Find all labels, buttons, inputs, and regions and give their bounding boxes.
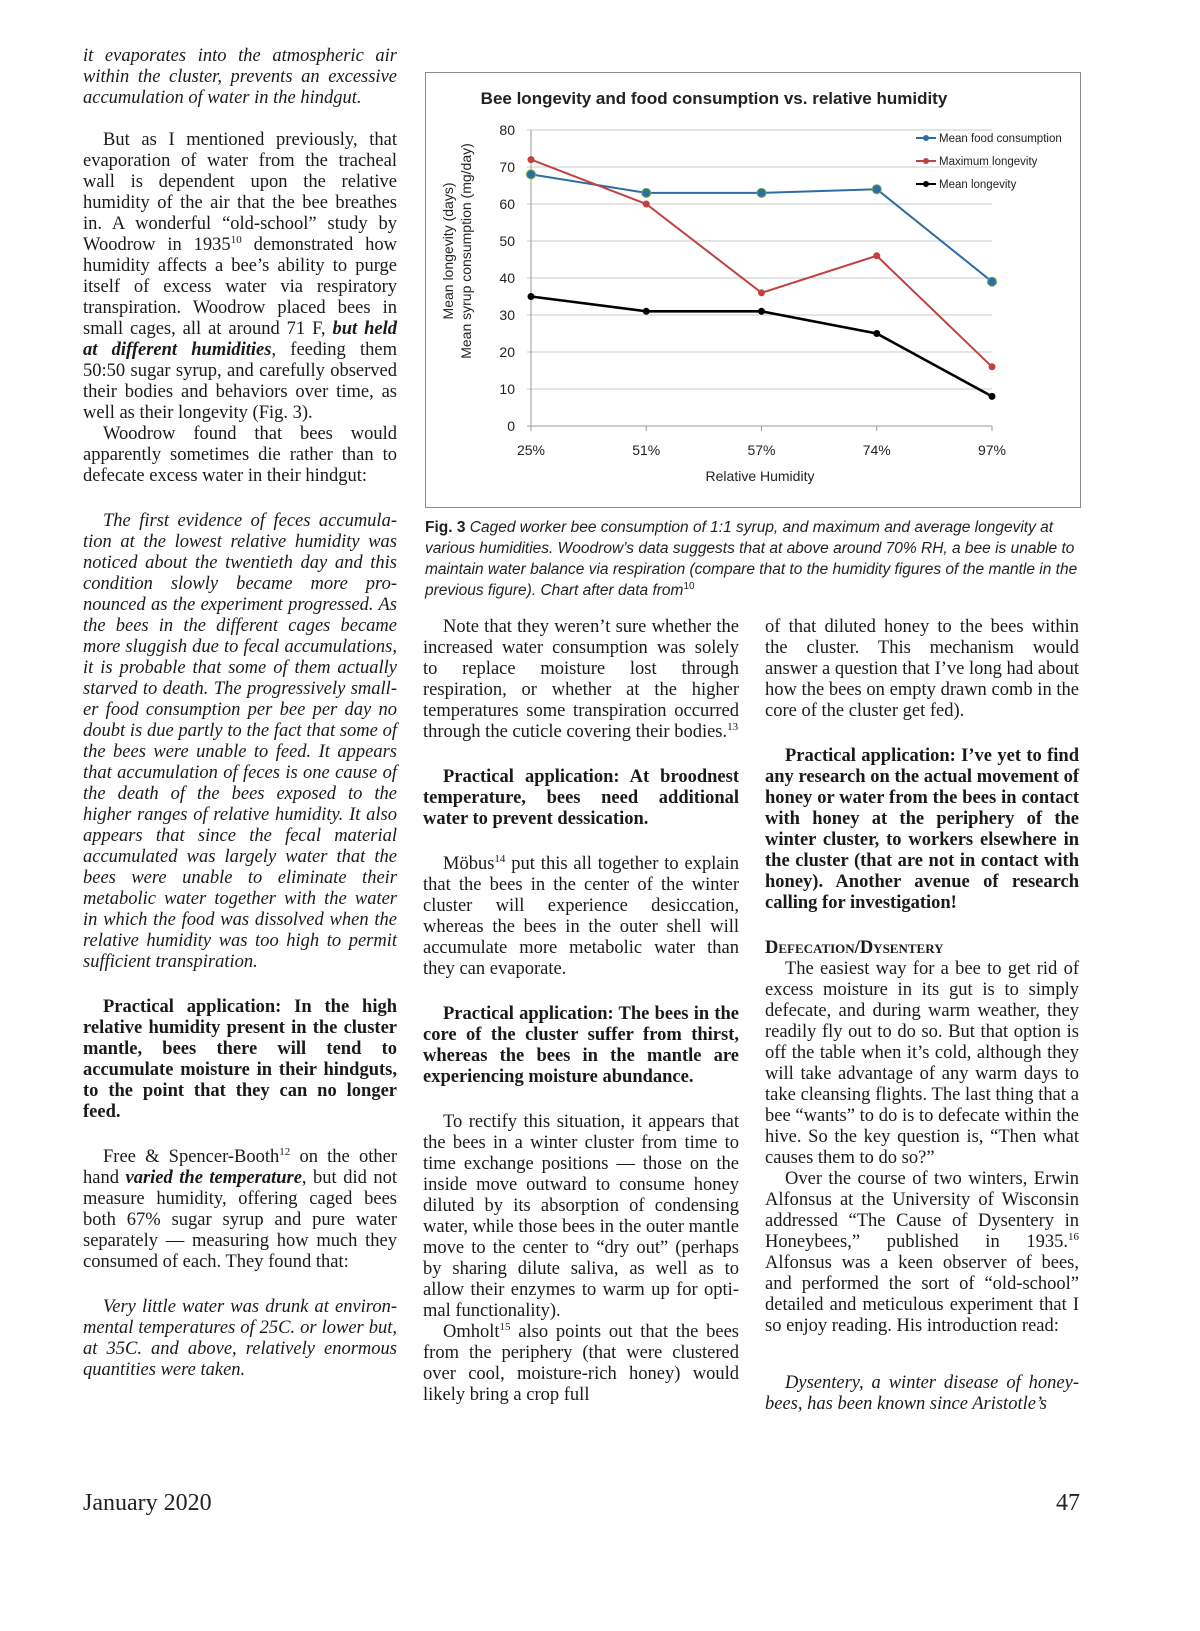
practical-application-4: Practical application: I’ve yet to find any research on the actual movement of honey or water from the bees in contact with honey at the periphery of the winter cluster, to workers elsewhere in the cluster (that are not in contact with honey). Another avenue of research calling for investigation! <box>765 746 1079 913</box>
series-mean-longevity <box>528 293 996 400</box>
paragraph-easiest-way: The easiest way for a bee to get rid of excess moisture in its gut is to simply defecate, and during warm weather, they readily fly out to do so. But that option is off the table when it’s cold, although they will take advantage of any warm days to take cleansing flights. The last thing that a bee “wants” to do is to defecate within the hive. So the key question is, “Then what causes them to do so?” <box>765 959 1079 1168</box>
data-point <box>873 330 880 337</box>
data-point <box>873 252 880 259</box>
block-quote-alfonsus: Dysentery, a winter disease of honeybees, has been known since Aristotle’s <box>765 1373 1079 1414</box>
paragraph-mobus: Möbus$^{14}$ put this all together to explain that the bees in the center of the winter cluster will experience desiccation, whereas the bees in the outer shell will accumulate more metabolic water than they can evaporate. <box>423 853 739 979</box>
svg-text:Mean syrup consumption (mg/day: Mean syrup consumption (mg/day) <box>458 143 474 359</box>
footnote-ref: 15 <box>499 1321 511 1333</box>
figure-label: Fig. 3 <box>425 519 466 536</box>
page-number: 47 <box>1056 1490 1080 1516</box>
y-tick-label: 0 <box>507 418 515 434</box>
footnote-ref: 10 <box>683 581 695 592</box>
x-tick-label: 74% <box>862 442 891 458</box>
data-point <box>527 170 536 179</box>
paragraph-free-spencer: Free & Spencer-Booth$^{12}$ on the other hand varied the temperature, but did not measure humidity, offering caged bees both 67% sugar syrup and pure water separately — measuring how much they consumed of each. They found that: <box>83 1146 397 1272</box>
y-tick-label: 50 <box>499 233 515 249</box>
y-tick-label: 80 <box>499 122 515 138</box>
footer-date: January 2020 <box>83 1490 212 1516</box>
x-axis-label: Relative Humidity <box>705 468 815 484</box>
footnote-ref: 14 <box>494 853 506 865</box>
x-tick-label: 51% <box>632 442 661 458</box>
y-axis-label <box>440 143 474 359</box>
y-axis-ticks <box>499 122 515 434</box>
data-point <box>757 188 766 197</box>
chart-title: Bee longevity and food consumption vs. relative humidity <box>480 89 948 108</box>
paragraph-note: Note that they weren’t sure whether the increased water consumption was solely to replace moisture lost through respiration, or whether at the higher temperatures some transpiration occurred through the cuticle covering their bodies.$^{13}$ <box>423 617 739 742</box>
paragraph-rectify: To rectify this situation, it appears that the bees in a winter cluster from time to time exchange positions — those on the inside move outward to consume honey diluted by its absorption of condensing water, while those bees in the outer mantle move to the center to “dry out” (perhaps by sharing dilute saliva, as well as to allow their enzymes to warm up for optimal functionality). <box>423 1112 739 1321</box>
legend-label: Mean food consumption <box>939 133 1062 145</box>
y-tick-label: 30 <box>499 307 515 323</box>
data-point <box>528 293 535 300</box>
data-point <box>528 156 535 163</box>
legend-item <box>916 156 1038 168</box>
paragraph-woodrow-intro: But as I mentioned previously, that evaporation of water from the tracheal wall is dependent upon the relative humidity of the air that the bee breathes in. A wonderful “old-school” study by Woodrow in 1935$^{10}$ demonstrated how humidity affects a bee’s ability to purge itself of excess water via respiratory transpiration. Woodrow placed bees in small cages, all at around 71 F, but held at different humidities, feeding them 50:50 sugar syrup, and carefully observed their bodies and behaviors over time, as well as their longevity (Fig. 3). <box>83 130 397 423</box>
y-tick-label: 20 <box>499 344 515 360</box>
data-point <box>988 277 997 286</box>
x-tick-label: 25% <box>516 442 546 458</box>
y-tick-label: 40 <box>499 270 515 286</box>
practical-application-2: Practical application: At broodnest temperature, bees need additional water to prevent dessication. <box>423 767 739 829</box>
data-point <box>642 188 651 197</box>
data-point <box>758 289 765 296</box>
y-tick-label: 10 <box>499 381 515 397</box>
legend-label: Mean longevity <box>939 179 1017 191</box>
chart-gridlines <box>527 130 992 426</box>
article-column-3 <box>765 617 1079 1415</box>
x-tick-label: 57% <box>747 442 776 458</box>
quote-continuation: it evaporates into the atmospheric air within the cluster, prevents an excessive accumulation of water in the hindgut. <box>83 46 397 108</box>
footnote-ref: 12 <box>279 1146 291 1158</box>
data-point <box>872 185 881 194</box>
line-chart <box>426 73 1082 509</box>
paragraph-alfonsus: Over the course of two winters, Erwin Alfonsus at the University of Wisconsin addressed “The Cause of Dysentery in Honeybees,” published in 1935.16 Alfonsus was a keen observer of bees, and performed the sort of “old-school” detailed and meticulous experiment that I so enjoy reading. His introduction read: <box>765 1169 1079 1336</box>
data-point <box>758 308 765 315</box>
data-point <box>989 363 996 370</box>
emphasis-text: but held at different humidities <box>83 319 397 360</box>
footnote-ref: 10 <box>230 234 242 246</box>
data-point <box>643 308 650 315</box>
footnote-ref: 16 <box>1068 1231 1079 1243</box>
legend-label: Maximum longevity <box>939 156 1038 168</box>
article-column-1 <box>83 46 397 1381</box>
emphasis-text: varied the temperature <box>125 1168 302 1188</box>
svg-text:Mean longevity (days): Mean longevity (days) <box>440 182 456 320</box>
footnote-ref: 13 <box>727 721 739 733</box>
paragraph-diluted-honey: of that diluted honey to the bees within the cluster. This mechanism would answer a question that I’ve long had about how the bees on empty drawn comb in the core of the cluster get fed). <box>765 617 1079 721</box>
legend-item <box>916 179 1017 191</box>
x-tick-label: 97% <box>977 442 1007 458</box>
series-mean-food-consumption <box>527 170 997 286</box>
y-tick-label: 60 <box>499 196 515 212</box>
legend-item <box>916 133 1062 145</box>
data-point <box>989 393 996 400</box>
chart-legend <box>916 133 1062 191</box>
paragraph-woodrow-found: Woodrow found that bees would apparently sometimes die rather than to defecate excess water in their hindgut: <box>83 424 397 486</box>
paragraph-omholt: Omholt$^{15}$ also points out that the bees from the periphery (that were clustered over cool, moisture-rich honey) would likely bring a crop full <box>423 1321 739 1405</box>
section-heading: Defecation/Dysentery <box>765 938 944 958</box>
practical-application-1: Practical application: In the high relative humidity present in the cluster mantle, bees there will tend to accumulate moisture in their hindguts, to the point that they can no longer feed. <box>83 997 397 1122</box>
data-point <box>643 201 650 208</box>
block-quote-free-spencer: Very little water was drunk at environmental temperatures of 25C. or lower but, at 35C. and above, relatively enormous quantities were taken. <box>83 1297 397 1380</box>
article-column-2 <box>423 617 739 1406</box>
block-quote-woodrow: The first evidence of feces accumulation at the lowest relative humidity was noticed about the twentieth day and this condition slowly became more pronounced as the experiment progressed. As the bees in the different cages became more sluggish due to fecal accumulations, it is probable that some of them actually starved to death. The progressively smaller food consumption per bee per day no doubt is due partly to the fact that some of the bees were unable to feed. It appears that accumulation of feces is one cause of the death of the bees exposed to the higher ranges of relative humidity. It also appears that since the fecal material accumulated was largely water that the bees were unable to eliminate their metabolic water together with the water in which the food was dissolved when the relative humidity was too high to permit sufficient transpiration. <box>83 511 397 972</box>
practical-application-3: Practical application: The bees in the core of the cluster suffer from thirst, whereas the bees in the mantle are experiencing moisture abundance. <box>423 1004 739 1087</box>
figure-caption: Fig. 3 Caged worker bee consumption of 1:1 syrup, and maximum and average longevity at various humidities. Woodrow’s data suggests that at above around 70% RH, a bee is unable to maintain water balance via respiration (compare that to the humidity figures of the mantle in the previous figure). Chart after data from$^{10}$ <box>425 519 1078 599</box>
y-tick-label: 70 <box>499 159 515 175</box>
x-axis-ticks <box>517 426 1006 458</box>
figure-chart <box>425 72 1081 508</box>
